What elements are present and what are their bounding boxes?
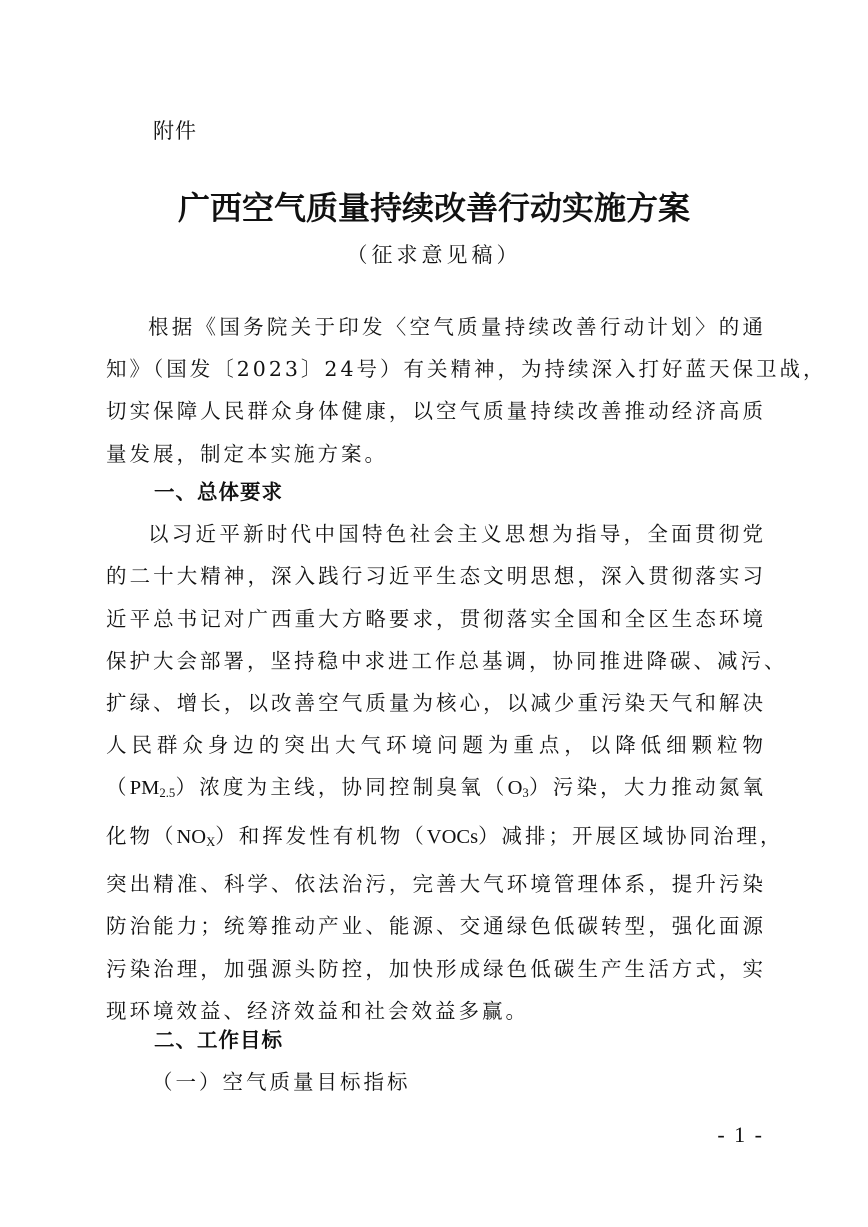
section1-line-12: 现环境效益、经济效益和社会效益多赢。 [106, 998, 529, 1023]
intro-line-4: 量发展，制定本实施方案。 [106, 441, 388, 466]
text-fragment: （ [106, 775, 130, 800]
text-fragment: 化物（ [106, 823, 177, 848]
attachment-label: 附件 [153, 119, 197, 143]
subsection-heading-air-quality-targets: （一）空气质量目标指标 [152, 1070, 411, 1095]
section-heading-work-goals: 二、工作目标 [154, 1028, 283, 1052]
text-fragment: ）污染，大力推动氮氧 [528, 775, 767, 800]
section1-line-10: 防治能力；统筹推动产业、能源、交通绿色低碳转型，强化面源 [106, 914, 766, 939]
ozone-label: O [507, 777, 523, 800]
section1-line-1: 以习近平新时代中国特色社会主义思想为指导，全面贯彻党 [148, 522, 766, 547]
section1-line-9: 突出精准、科学、依法治污，完善大气环境管理体系，提升污染 [106, 872, 766, 897]
section-heading-general-requirements: 一、总体要求 [154, 480, 283, 504]
section1-line-7 [106, 766, 766, 814]
section1-line-6: 人民群众身边的突出大气环境问题为重点，以降低细颗粒物 [106, 733, 766, 758]
text-fragment: ）减排；开展区域协同治理， [478, 823, 784, 848]
ozone-subscript: 3 [522, 786, 529, 801]
section1-line-8 [106, 815, 784, 863]
pm-label: PM [129, 777, 160, 800]
section1-line-5: 扩绿、增长，以改善空气质量为核心，以减少重污染天气和解决 [106, 691, 766, 716]
intro-line-3: 切实保障人民群众身体健康，以空气质量持续改善推动经济高质 [106, 399, 766, 424]
intro-paragraph [106, 306, 827, 475]
section1-line-11: 污染治理，加强源头防控，加快形成绿色低碳生产生活方式，实 [106, 956, 766, 981]
document-subtitle: （征求意见稿） [346, 243, 522, 267]
section1-line-4: 保护大会部署，坚持稳中求进工作总基调，协同推进降碳、减污、 [106, 648, 788, 673]
document-title: 广西空气质量持续改善行动实施方案 [177, 189, 690, 227]
page-number: - 1 - [717, 1122, 764, 1147]
section1-line-2: 的二十大精神，深入践行习近平生态文明思想，深入贯彻落实习 [106, 564, 766, 589]
intro-line-1: 根据《国务院关于印发〈空气质量持续改善行动计划〉的通 [148, 315, 766, 339]
text-fragment: ）和挥发性有机物（ [215, 823, 427, 848]
section-work-goals [106, 1019, 766, 1103]
intro-line-2: 知》（国发〔2023〕24号）有关精神，为持续深入打好蓝天保卫战， [106, 357, 827, 382]
vocs-label: VOCs [426, 825, 479, 848]
pm-subscript: 2.5 [159, 786, 176, 801]
section1-line-3: 近平总书记对广西重大方略要求，贯彻落实全国和全区生态环境 [106, 606, 766, 631]
text-fragment: ）浓度为主线，协同控制臭氧（ [175, 775, 508, 800]
section-general-requirements [106, 471, 788, 1032]
nox-subscript: X [206, 834, 216, 849]
nox-label: NO [176, 825, 207, 848]
